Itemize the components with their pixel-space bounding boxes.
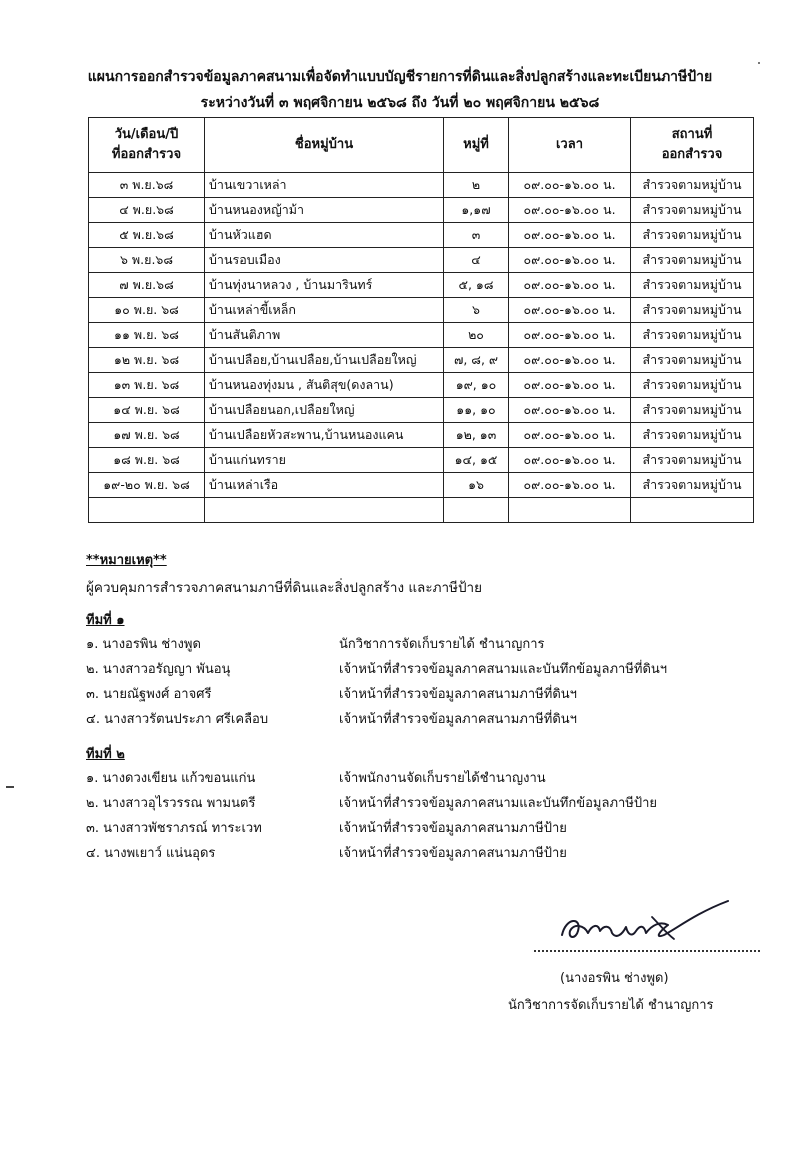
cell-village [205,498,444,523]
table-row [89,223,754,248]
cell-location: สำรวจตามหมู่บ้าน [631,373,754,398]
survey-schedule-table [88,117,754,523]
cell-village: บ้านหนองหญ้าม้า [205,198,444,223]
team-1-member-3-role: เจ้าหน้าที่สำรวจข้อมูลภาคสนามภาษีที่ดินฯ [339,687,577,702]
table-row [89,473,754,498]
cell-moo: ๑๑, ๑๐ [444,398,509,423]
cell-moo: ๔ [444,248,509,273]
table-row [89,248,754,273]
table-row [89,323,754,348]
cell-time: ๐๙.๐๐-๑๖.๐๐ น. [509,173,631,198]
cell-location: สำรวจตามหมู่บ้าน [631,298,754,323]
cell-location: สำรวจตามหมู่บ้าน [631,198,754,223]
cell-time: ๐๙.๐๐-๑๖.๐๐ น. [509,298,631,323]
cell-location: สำรวจตามหมู่บ้าน [631,473,754,498]
table-row [89,448,754,473]
header-village: ชื่อหมู่บ้าน [205,118,444,173]
cell-moo: ๑,๑๗ [444,198,509,223]
cell-location: สำรวจตามหมู่บ้าน [631,398,754,423]
cell-village: บ้านเหล่าขี้เหล็ก [205,298,444,323]
cell-village: บ้านแก่นทราย [205,448,444,473]
signature-line [534,950,760,952]
cell-date: ๑๑ พ.ย. ๖๘ [89,323,205,348]
team-2-member-3-role: เจ้าหน้าที่สำรวจข้อมูลภาคสนามภาษีป้าย [339,821,567,836]
team-1-member-3-name: ๓. นายณัฐพงศ์ อาจศรี [86,687,212,702]
team-2-member-1-name: ๑. นางดวงเขียน แก้วขอนแก่น [86,771,256,786]
cell-time: ๐๙.๐๐-๑๖.๐๐ น. [509,198,631,223]
cell-village: บ้านทุ่งนาหลวง , บ้านมารินทร์ [205,273,444,298]
table-row [89,198,754,223]
table-header-row [89,118,754,173]
cell-village: บ้านเปลือยนอก,เปลือยใหญ่ [205,398,444,423]
table-row [89,423,754,448]
cell-date: ๑๗ พ.ย. ๖๘ [89,423,205,448]
cell-location [631,498,754,523]
cell-time: ๐๙.๐๐-๑๖.๐๐ น. [509,323,631,348]
table-row [89,298,754,323]
cell-time: ๐๙.๐๐-๑๖.๐๐ น. [509,273,631,298]
cell-location: สำรวจตามหมู่บ้าน [631,423,754,448]
cell-time: ๐๙.๐๐-๑๖.๐๐ น. [509,473,631,498]
team-2-member-2-name: ๒. นางสาวอุไรวรรณ พามนตรี [86,796,256,811]
table-row [89,498,754,523]
cell-moo: ๖ [444,298,509,323]
team-1-member-4-name: ๔. นางสาวรัตนประภา ศรีเคลือบ [86,712,269,727]
header-moo: หมู่ที่ [444,118,509,173]
team-1-member-1-name: ๑. นางอรพิน ช่างพูด [86,637,201,652]
header-date: วัน/เดือน/ปี ที่ออกสำรวจ [89,118,205,173]
cell-location: สำรวจตามหมู่บ้าน [631,223,754,248]
team-1-member-4-role: เจ้าหน้าที่สำรวจข้อมูลภาคสนามภาษีที่ดินฯ [339,712,577,727]
cell-moo: ๕, ๑๘ [444,273,509,298]
cell-time: ๐๙.๐๐-๑๖.๐๐ น. [509,398,631,423]
cell-date: ๑๓ พ.ย. ๖๘ [89,373,205,398]
cell-date: ๑๙-๒๐ พ.ย. ๖๘ [89,473,205,498]
header-time: เวลา [509,118,631,173]
cell-time: ๐๙.๐๐-๑๖.๐๐ น. [509,423,631,448]
cell-date: ๑๔ พ.ย. ๖๘ [89,398,205,423]
cell-time: ๐๙.๐๐-๑๖.๐๐ น. [509,223,631,248]
cell-village: บ้านสันติภาพ [205,323,444,348]
team-1-member-2-name: ๒. นางสาวอรัญญา พันอนุ [86,662,231,677]
cell-moo: ๑๙, ๑๐ [444,373,509,398]
table-row [89,398,754,423]
cell-date: ๑๘ พ.ย. ๖๘ [89,448,205,473]
cell-location: สำรวจตามหมู่บ้าน [631,323,754,348]
scan-mark [6,786,14,788]
cell-date: ๑๒ พ.ย. ๖๘ [89,348,205,373]
team-1-member-2-role: เจ้าหน้าที่สำรวจข้อมูลภาคสนามและบันทึกข้อมูลภาษีที่ดินฯ [339,662,668,677]
team-1-label: ทีมที่ ๑ [86,613,125,628]
cell-time: ๐๙.๐๐-๑๖.๐๐ น. [509,248,631,273]
cell-village: บ้านเปลือย,บ้านเปลือย,บ้านเปลือยใหญ่ [205,348,444,373]
cell-date: ๑๐ พ.ย. ๖๘ [89,298,205,323]
document-date-range: ระหว่างวันที่ ๓ พฤศจิกายน ๒๕๖๘ ถึง วันที่ ๒๐ พฤศจิกายน ๒๕๖๘ [200,95,600,111]
cell-date: ๔ พ.ย.๖๘ [89,198,205,223]
cell-moo: ๗, ๘, ๙ [444,348,509,373]
team-2-member-4-name: ๔. นางพเยาว์ แน่นอุดร [86,846,216,861]
cell-date: ๓ พ.ย.๖๘ [89,173,205,198]
cell-date: ๕ พ.ย.๖๘ [89,223,205,248]
cell-village: บ้านหนองทุ่งมน , สันติสุข(ดงลาน) [205,373,444,398]
table-row [89,273,754,298]
notes-heading: **หมายเหตุ** [86,553,167,568]
cell-location: สำรวจตามหมู่บ้าน [631,348,754,373]
cell-village: บ้านเขวาเหล่า [205,173,444,198]
cell-date: ๖ พ.ย.๖๘ [89,248,205,273]
supervisor-line: ผู้ควบคุมการสำรวจภาคสนามภาษีที่ดินและสิ่งปลูกสร้าง และภาษีป้าย [86,580,483,596]
signature-position: นักวิชาการจัดเก็บรายได้ ชำนาญการ [508,998,714,1013]
cell-moo: ๓ [444,223,509,248]
cell-moo: ๑๖ [444,473,509,498]
cell-village: บ้านหัวแฮด [205,223,444,248]
cell-time: ๐๙.๐๐-๑๖.๐๐ น. [509,348,631,373]
team-2-member-4-role: เจ้าหน้าที่สำรวจข้อมูลภาคสนามภาษีป้าย [339,846,567,861]
table-row [89,348,754,373]
cell-date: ๗ พ.ย.๖๘ [89,273,205,298]
handwritten-signature [556,895,736,947]
cell-moo: ๑๔, ๑๕ [444,448,509,473]
cell-village: บ้านเหล่าเรือ [205,473,444,498]
cell-location: สำรวจตามหมู่บ้าน [631,273,754,298]
cell-moo: ๒ [444,173,509,198]
scan-speck [758,62,760,64]
table-body [89,173,754,523]
cell-village: บ้านรอบเมือง [205,248,444,273]
cell-moo: ๒๐ [444,323,509,348]
cell-moo: ๑๒, ๑๓ [444,423,509,448]
cell-time: ๐๙.๐๐-๑๖.๐๐ น. [509,448,631,473]
team-2-label: ทีมที่ ๒ [86,747,125,762]
cell-location: สำรวจตามหมู่บ้าน [631,448,754,473]
cell-moo [444,498,509,523]
cell-time: ๐๙.๐๐-๑๖.๐๐ น. [509,373,631,398]
document-title: แผนการออกสำรวจข้อมูลภาคสนามเพื่อจัดทำแบบบัญชีรายการที่ดินและสิ่งปลูกสร้างและทะเบียนภาษีป้าย [87,69,713,85]
team-2-member-2-role: เจ้าหน้าที่สำรวจข้อมูลภาคสนามและบันทึกข้อมูลภาษีป้าย [339,796,658,811]
team-2-member-1-role: เจ้าพนักงานจัดเก็บรายได้ชำนาญงาน [339,771,546,786]
cell-location: สำรวจตามหมู่บ้าน [631,173,754,198]
cell-village: บ้านเปลือยหัวสะพาน,บ้านหนองแคน [205,423,444,448]
team-2-member-3-name: ๓. นางสาวพัชราภรณ์ ทาระเวท [86,821,262,836]
table-row [89,173,754,198]
cell-location: สำรวจตามหมู่บ้าน [631,248,754,273]
table-row [89,373,754,398]
header-location: สถานที่ ออกสำรวจ [631,118,754,173]
cell-date [89,498,205,523]
cell-time [509,498,631,523]
team-1-member-1-role: นักวิชาการจัดเก็บรายได้ ชำนาญการ [339,637,545,652]
signature-name: (นางอรพิน ช่างพูด) [560,971,669,986]
